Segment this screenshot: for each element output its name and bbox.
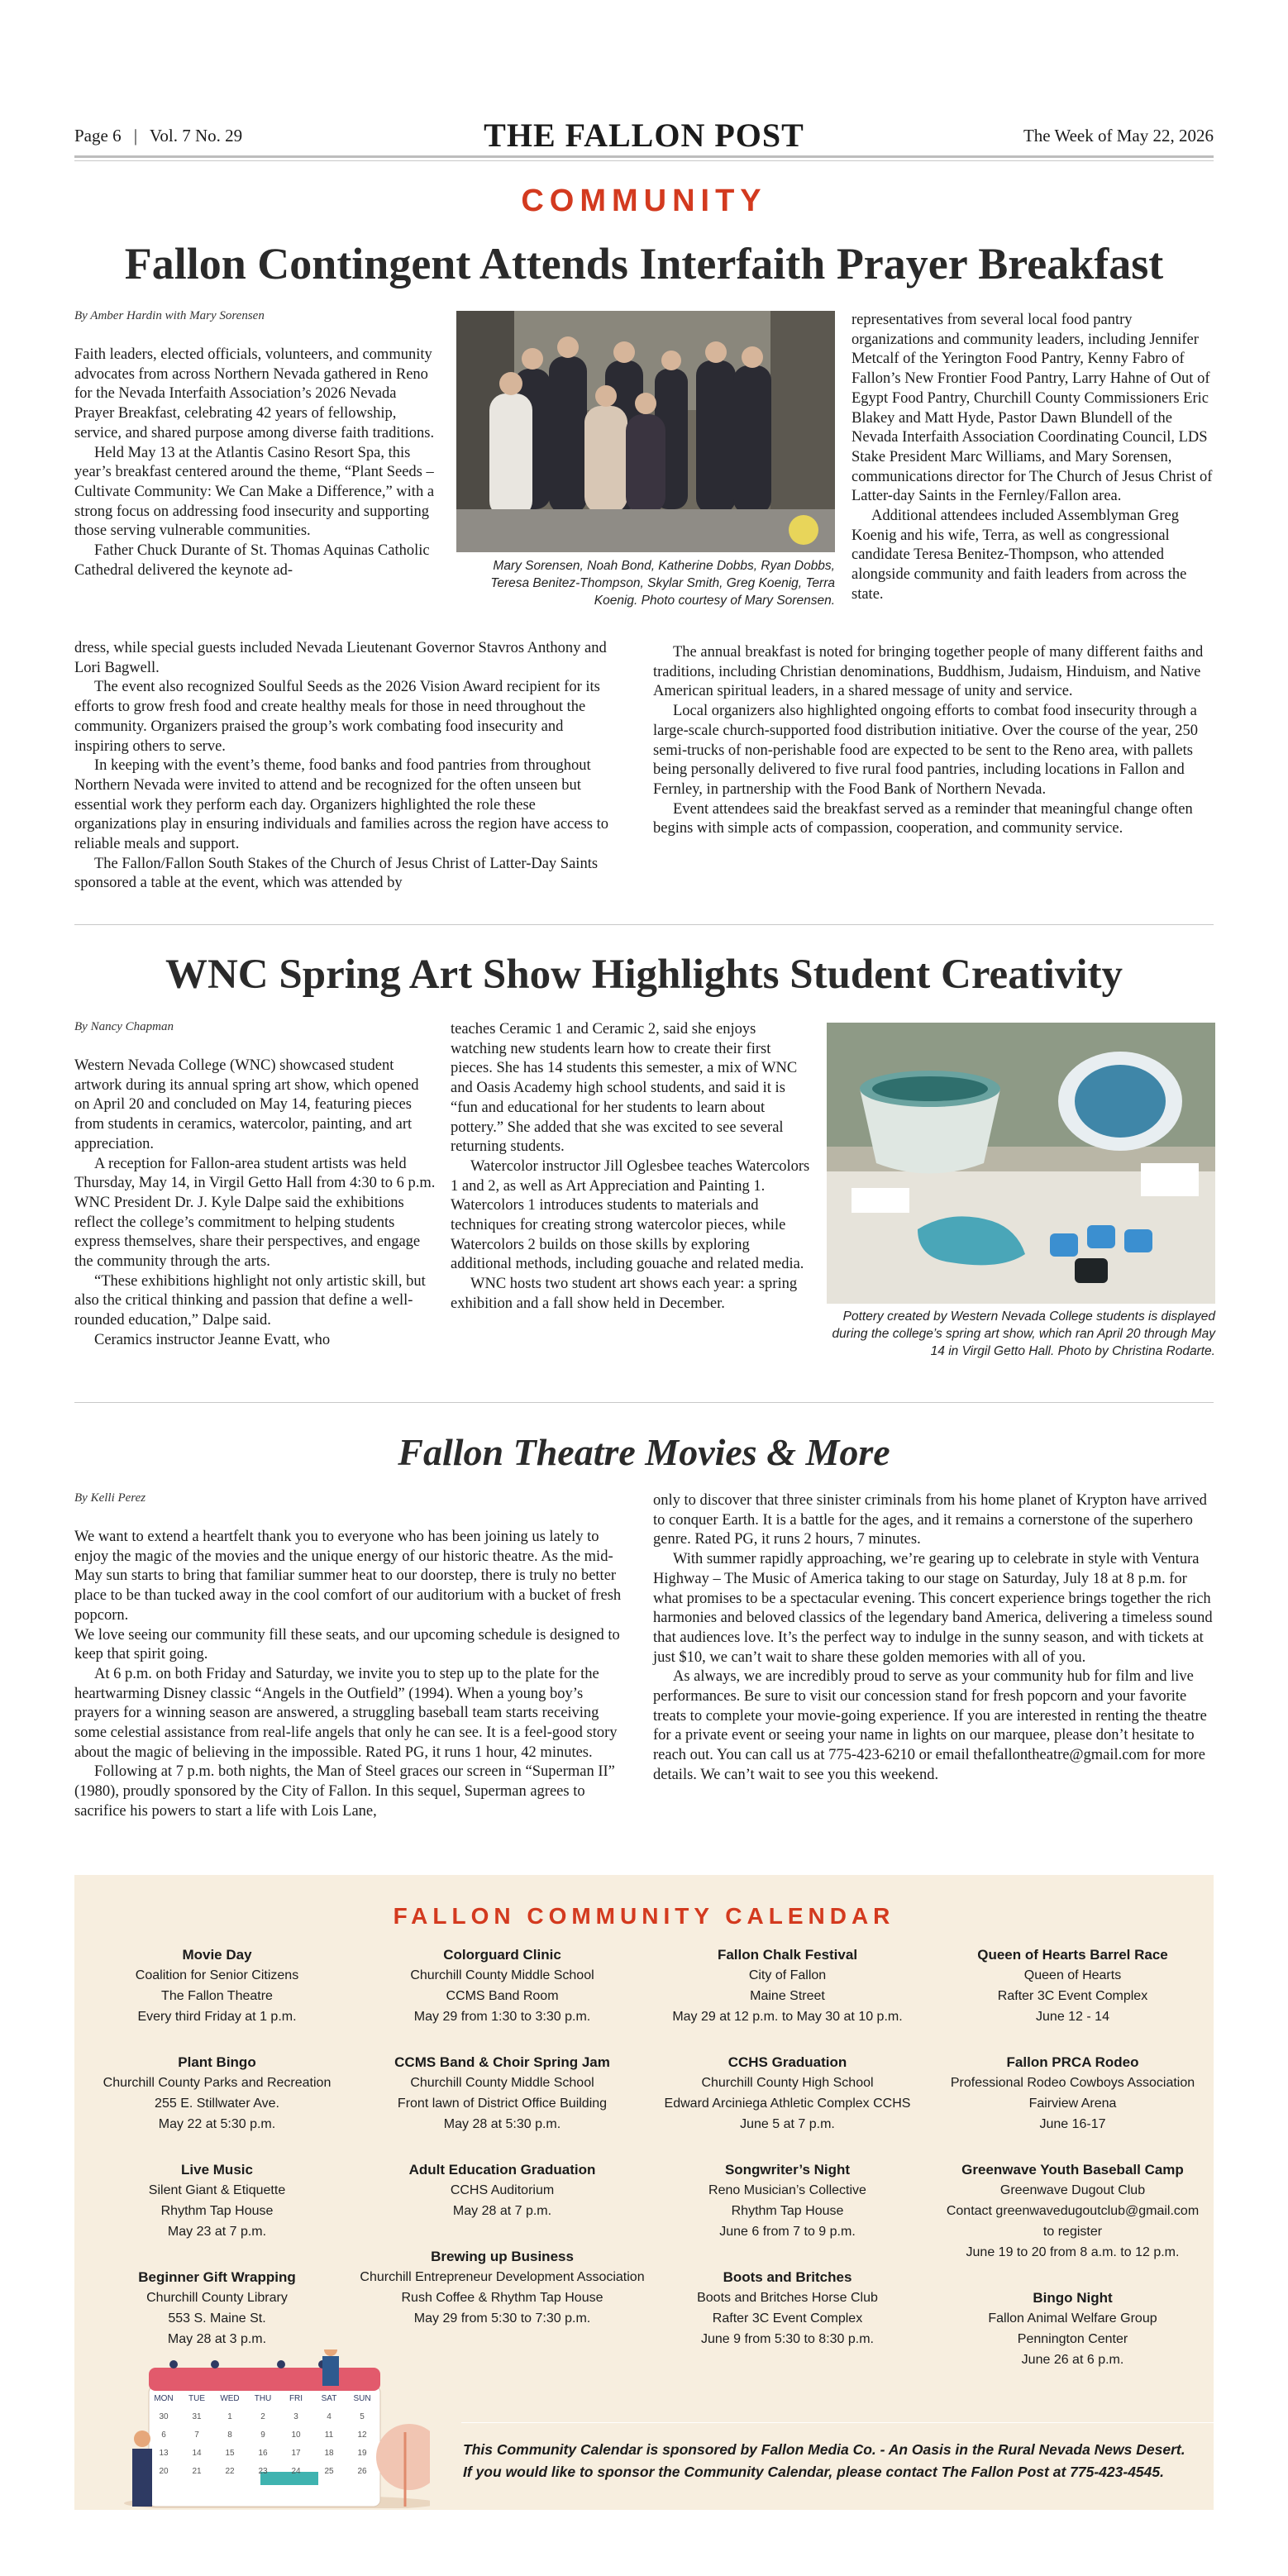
event-title: Plant Bingo <box>178 2054 256 2070</box>
event-detail: Rhythm Tap House <box>160 2204 274 2218</box>
article3-headline: Fallon Theatre Movies & More <box>398 1431 890 1473</box>
calendar-event <box>930 2052 1215 2135</box>
calendar-date-label: 7 <box>194 2431 199 2440</box>
calendar-date-label: 30 <box>159 2412 169 2421</box>
calendar-date-label: 22 <box>225 2467 235 2476</box>
event-detail: Professional Rodeo Cowboys Association <box>950 2076 1195 2090</box>
calendar-weekday-label: MON <box>154 2394 174 2403</box>
paragraph: Western Nevada College (WNC) showcased student artwork during its annual spring art show, which opened on April 20 and concluded on May 14, featuring pieces from students in ceramics, watercolor, painting, and art appreciation. <box>74 1057 419 1152</box>
calendar-date-label: 9 <box>260 2431 265 2440</box>
article1-wide-right <box>653 643 1215 839</box>
calendar-date-label: 6 <box>161 2431 166 2440</box>
article3-column-1 <box>74 1528 622 1822</box>
article1-column-1 <box>74 346 436 580</box>
event-detail: June 26 at 6 p.m. <box>1021 2353 1124 2367</box>
event-detail: May 28 at 7 p.m. <box>452 2204 552 2218</box>
event-detail: Churchill County Middle School <box>410 2076 594 2090</box>
article2-column-1 <box>74 1057 436 1351</box>
event-title: Bingo Night <box>1033 2290 1113 2306</box>
calendar-event <box>74 2267 360 2349</box>
calendar-date-label: 4 <box>327 2412 332 2421</box>
calendar-sponsor-note <box>463 2439 1207 2483</box>
header-rule <box>74 155 1214 158</box>
calendar-date-label: 2 <box>260 2412 265 2421</box>
paragraph: Local organizers also highlighted ongoing efforts to combat food insecurity through a large-scale church-supported food distribution initiative. Over the course of the year, 250 semi-trucks of non-perishable food are expected to be sent to the Reno area, with pallets being personally delivered to five rural food pantries, including locations in Fallon and Fernley, in partnership with the Food Bank of Northern Nevada. <box>653 703 1199 798</box>
event-detail: Rhythm Tap House <box>731 2204 844 2218</box>
event-detail: Pennington Center <box>1017 2332 1128 2346</box>
paragraph: The event also recognized Soulful Seeds as the 2026 Vision Award recipient for its efforts to grow fresh food and create healthy meals for those in need throughout the community. Organizers praised the group’s work combating food insecurity and inspiring others to serve. <box>74 679 600 755</box>
paragraph: Additional attendees included Assemblyman Greg Koenig and his wife, Terra, as well as congressional candidate Teresa Benitez-Thompson, who attended alongside community and faith leaders from across the state. <box>852 508 1187 603</box>
event-title: CCMS Band & Choir Spring Jam <box>394 2054 610 2070</box>
calendar-column-2 <box>360 1944 645 2354</box>
event-title: Beginner Gift Wrapping <box>138 2269 296 2285</box>
article1-byline: By Amber Hardin with Mary Sorensen <box>74 309 265 322</box>
event-detail: Contact greenwavedugoutclub@gmail.com <box>946 2204 1200 2218</box>
section-divider <box>74 924 1214 925</box>
article1-photo <box>456 311 835 552</box>
event-title: Fallon Chalk Festival <box>717 1947 858 1963</box>
event-title: Brewing up Business <box>431 2249 574 2264</box>
event-detail: June 5 at 7 p.m. <box>740 2117 835 2131</box>
paragraph: Held May 13 at the Atlantis Casino Resort Spa, this year’s breakfast centered around the theme, “Plant Seeds – Cultivate Community: We Can Make a Difference,” with a strong focus on addressing food insecurity and supporting those serving vulnerable communities. <box>74 444 435 540</box>
paragraph: “These exhibitions highlight not only artistic skill, but also the critical thinking and passion that define a well-rounded education,” Dalpe said. <box>74 1272 426 1329</box>
sponsor-line: This Community Calendar is sponsored by Fallon Media Co. - An Oasis in the Rural Nevada News Desert. <box>463 2441 1185 2458</box>
calendar-date-label: 13 <box>159 2449 169 2458</box>
paragraph: A reception for Fallon-area student artists was held Thursday, May 14, in Virgil Getto Hall from 4:30 to 6 p.m. WNC President Dr. J. Kyle Dalpe said the exhibitions reflect the college’s commitment to helping students express themselves, share their perspectives, and engage the community through the arts. <box>74 1155 436 1271</box>
event-detail: Rush Coffee & Rhythm Tap House <box>401 2291 603 2305</box>
article1-headline: Fallon Contingent Attends Interfaith Prayer Breakfast <box>124 239 1164 289</box>
event-title: Live Music <box>181 2162 253 2178</box>
event-title: Boots and Britches <box>723 2269 852 2285</box>
event-detail: Fallon Animal Welfare Group <box>988 2311 1157 2326</box>
event-detail: The Fallon Theatre <box>161 1989 273 2003</box>
paragraph: We love seeing our community fill these seats, and our upcoming schedule is designed to keep that spirit going. <box>74 1626 620 1663</box>
paragraph: Ceramics instructor Jeanne Evatt, who <box>94 1331 331 1348</box>
calendar-event <box>930 2287 1215 2370</box>
paragraph: At 6 p.m. on both Friday and Saturday, we invite you to step up to the plate for the heartwarming Disney classic “Angels in the Outfield” (1994). When a young boy’s prayers for a winning season are answered, a struggling baseball team starts receiving some celestial assistance from real-life angels that only he can see. It is a feel-good story about the magic of believing in the impossible. Rated PG, it runs 1 hour, 42 minutes. <box>74 1665 618 1761</box>
event-title: Colorguard Clinic <box>443 1947 561 1963</box>
event-detail: Front lawn of District Office Building <box>397 2097 608 2111</box>
calendar-footer-rule <box>461 2422 1214 2423</box>
calendar-weekday-label: WED <box>220 2394 240 2403</box>
event-detail: Fairview Arena <box>1028 2097 1117 2111</box>
article2-column-2 <box>451 1020 814 1314</box>
page-number: Page 6 <box>74 126 122 145</box>
event-detail: Boots and Britches Horse Club <box>697 2291 878 2305</box>
masthead: THE FALLON POST <box>484 117 804 154</box>
article3-byline: By Kelli Perez <box>74 1491 146 1505</box>
event-detail: May 29 from 1:30 to 3:30 p.m. <box>413 2010 591 2024</box>
separator: | <box>133 126 138 145</box>
event-detail: 553 S. Maine St. <box>168 2311 266 2326</box>
calendar-event <box>360 1944 645 2027</box>
calendar-event <box>360 2246 645 2329</box>
event-detail: May 29 at 12 p.m. to May 30 at 10 p.m. <box>672 2010 903 2024</box>
calendar-event <box>645 2052 930 2135</box>
calendar-date-label: 5 <box>360 2412 365 2421</box>
calendar-date-label: 20 <box>159 2467 169 2476</box>
calendar-weekday-label: FRI <box>289 2394 303 2403</box>
paragraph: teaches Ceramic 1 and Ceramic 2, said she enjoys watching new students learn how to create their first pieces. She has 14 students this semester, a mix of WNC and Oasis Academy high school students, and said it is “fun and educational for her students to learn about pottery.” She added that she was excited to see several returning students. <box>451 1021 798 1156</box>
calendar-date-label: 8 <box>227 2431 232 2440</box>
paragraph: Event attendees said the breakfast served as a reminder that meaningful change often begins with simple acts of compassion, cooperation, and community service. <box>653 800 1193 837</box>
issue-date: The Week of May 22, 2026 <box>1023 126 1214 145</box>
calendar-date-label: 3 <box>293 2412 298 2421</box>
event-detail: Churchill County Parks and Recreation <box>103 2076 332 2090</box>
calendar-event <box>74 2159 360 2242</box>
event-detail: May 28 at 3 p.m. <box>167 2332 267 2346</box>
event-detail: to register <box>1042 2225 1103 2239</box>
calendar-event <box>74 1944 360 2027</box>
calendar-event <box>930 1944 1215 2027</box>
article2-photo <box>827 1023 1215 1304</box>
calendar-title: FALLON COMMUNITY CALENDAR <box>393 1903 895 1929</box>
paragraph: dress, while special guests included Nevada Lieutenant Governor Stavros Anthony and Lori Bagwell. <box>74 640 607 676</box>
calendar-event <box>645 2267 930 2349</box>
event-detail: May 29 from 5:30 to 7:30 p.m. <box>413 2311 591 2326</box>
section-label: COMMUNITY <box>521 184 767 218</box>
event-detail: May 22 at 5:30 p.m. <box>158 2117 276 2131</box>
paragraph: We want to extend a heartfelt thank you to everyone who has been joining us lately to enjoy the magic of the movies and the unique energy of our historic theatre. As the mid-May sun starts to bring that familiar summer heat to our doorstep, there is truly no better place to be than tucked away in the cool comfort of our auditorium with a bucket of fresh popcorn. <box>74 1529 622 1624</box>
article1-wide-left <box>74 639 617 894</box>
calendar-event <box>930 2159 1215 2263</box>
paragraph: WNC hosts two student art shows each year: a spring exhibition and a fall show held in December. <box>451 1276 798 1312</box>
article1-photo-caption: Mary Sorensen, Noah Bond, Katherine Dobbs, Ryan Dobbs, Teresa Benitez-Thompson, Skylar Smith, Greg Koenig, Terra Koenig. Photo courtesy of Mary Sorensen. <box>490 559 835 608</box>
calendar-date-label: 14 <box>192 2449 202 2458</box>
event-title: Queen of Hearts Barrel Race <box>977 1947 1168 1963</box>
calendar-date-label: 17 <box>291 2449 301 2458</box>
event-detail: Maine Street <box>750 1989 825 2003</box>
calendar-event <box>645 1944 930 2027</box>
calendar-date-label: 21 <box>192 2467 202 2476</box>
calendar-graphic <box>116 2349 430 2508</box>
event-detail: May 28 at 5:30 p.m. <box>443 2117 561 2131</box>
paragraph: representatives from several local food pantry organizations and community leaders, including Jennifer Metcalf of the Yerington Food Pantry, Kenny Fabro of Fallon’s New Frontier Food Pantry, Larry Hahne of Out of Egypt Food Pantry, Churchill County Commissioners Eric Blakey and Matt Hyde, Pastor Dawn Blundell of the Nevada Interfaith Association Coordinating Council, LDS Stake President Marc Williams, and Mary Sorensen, communications director for The Church of Jesus Christ of Latter-day Saints in the Fernley/Fallon area. <box>852 312 1213 505</box>
event-detail: Churchill Entrepreneur Development Association <box>360 2270 645 2284</box>
paragraph: only to discover that three sinister criminals from his home planet of Krypton have arrived to conquer Earth. It is a battle for the ages, and it remains a cornerstone of the superhero genre. Rated PG, it runs 2 hours, 7 minutes. <box>653 1492 1207 1548</box>
event-detail: 255 E. Stillwater Ave. <box>155 2097 279 2111</box>
event-detail: Queen of Hearts <box>1023 1968 1122 1982</box>
volume-number: Vol. 7 No. 29 <box>149 126 243 145</box>
event-detail: June 6 from 7 to 9 p.m. <box>719 2225 856 2239</box>
event-title: Songwriter’s Night <box>724 2162 851 2178</box>
event-detail: Churchill County Middle School <box>410 1968 594 1982</box>
calendar-date-label: 31 <box>192 2412 202 2421</box>
paragraph: As always, we are incredibly proud to serve as your community hub for film and live performances. Be sure to visit our concession stand for fresh popcorn and your favorite treats to complete your movie-going experience. If you are interested in renting the theatre for a private event or seeing your name in lights on our marquee, please don’t hesitate to reach out. You can call us at 775-423-6210 or email thefallontheatre@gmail.com for more details. We can’t wait to see you this weekend. <box>653 1668 1207 1783</box>
calendar-date-label: 10 <box>291 2431 301 2440</box>
calendar-event <box>74 2052 360 2135</box>
article1-column-3 <box>852 311 1215 605</box>
event-title: Fallon PRCA Rodeo <box>1006 2054 1139 2070</box>
group-photo-illustration <box>456 311 835 552</box>
pottery-photo-illustration <box>827 1023 1215 1304</box>
calendar-date-label: 24 <box>291 2467 301 2476</box>
event-title: Movie Day <box>182 1947 252 1963</box>
event-detail: Rafter 3C Event Complex <box>997 1989 1148 2003</box>
calendar-date-label: 19 <box>357 2449 367 2458</box>
event-detail: Coalition for Senior Citizens <box>135 1968 299 1982</box>
event-title: Adult Education Graduation <box>408 2162 596 2178</box>
calendar-column-3 <box>645 1944 930 2374</box>
calendar-date-label: 18 <box>324 2449 334 2458</box>
paragraph: Watercolor instructor Jill Oglesbee teaches Watercolors 1 and 2, as well as Art Appreciation and Painting 1. Watercolors 1 introduces students to materials and techniques for creating strong watercolor pieces, while Watercolors 2 builds on those skills by exploring additional methods, including gouache and related media. <box>451 1157 810 1273</box>
calendar-event <box>360 2052 645 2135</box>
calendar-date-label: 11 <box>324 2431 334 2440</box>
calendar-date-label: 12 <box>357 2431 367 2440</box>
event-detail: Edward Arciniega Athletic Complex CCHS <box>664 2097 911 2111</box>
calendar-column-4 <box>930 1944 1215 2395</box>
sponsor-contact-line: If you would like to sponsor the Community Calendar, please contact The Fallon Post at 775-423-4545. <box>463 2464 1164 2480</box>
event-detail: Rafter 3C Event Complex <box>712 2311 863 2326</box>
event-detail: Churchill County Library <box>146 2291 288 2305</box>
event-detail: Every third Friday at 1 p.m. <box>137 2010 297 2024</box>
event-detail: June 16-17 <box>1039 2117 1106 2131</box>
article3-column-2 <box>653 1491 1215 1786</box>
calendar-illustration <box>116 2349 430 2508</box>
event-detail: City of Fallon <box>748 1968 827 1982</box>
event-detail: May 23 at 7 p.m. <box>167 2225 267 2239</box>
event-detail: Reno Musician’s Collective <box>708 2183 866 2197</box>
event-title: Greenwave Youth Baseball Camp <box>961 2162 1184 2178</box>
calendar-weekday-label: SAT <box>321 2394 337 2403</box>
event-detail: June 12 - 14 <box>1036 2010 1109 2024</box>
paragraph: The annual breakfast is noted for bringing together people of many different faiths and traditions, including Christian denominations, Buddhism, Judaism, Hinduism, and Native American spiritual leaders, in a shared message of unity and service. <box>653 644 1204 700</box>
calendar-weekday-label: SUN <box>353 2394 371 2403</box>
calendar-event <box>645 2159 930 2242</box>
calendar-event <box>360 2159 645 2221</box>
article2-headline: WNC Spring Art Show Highlights Student Creativity <box>165 952 1123 998</box>
calendar-weekday-label: THU <box>254 2394 272 2403</box>
event-detail: CCMS Band Room <box>446 1989 559 2003</box>
paragraph: Father Chuck Durante of St. Thomas Aquinas Catholic Cathedral delivered the keynote ad- <box>74 542 430 579</box>
calendar-date-label: 25 <box>324 2467 334 2476</box>
event-detail: Churchill County High School <box>701 2076 874 2090</box>
article2-byline: By Nancy Chapman <box>74 1020 174 1033</box>
event-detail: Silent Giant & Etiquette <box>148 2183 286 2197</box>
event-detail: June 9 from 5:30 to 8:30 p.m. <box>700 2332 874 2346</box>
section-divider <box>74 1402 1214 1403</box>
event-title: CCHS Graduation <box>727 2054 847 2070</box>
event-detail: June 19 to 20 from 8 a.m. to 12 p.m. <box>966 2245 1180 2259</box>
header-rule-thin <box>74 160 1214 161</box>
calendar-column-1 <box>74 1944 360 2374</box>
article2-photo-caption: Pottery created by Western Nevada College students is displayed during the college’s spring art show, which ran April 20 through May 14 in Virgil Getto Hall. Photo by Christina Rodarte. <box>832 1309 1215 1358</box>
event-detail: CCHS Auditorium <box>450 2183 555 2197</box>
paragraph: Following at 7 p.m. both nights, the Man of Steel graces our screen in “Superman II” (1980), proudly sponsored by the City of Fallon. In this sequel, Superman agrees to sacrifice his powers to start a life with Lois Lane, <box>74 1763 615 1820</box>
calendar-weekday-label: TUE <box>188 2394 205 2403</box>
calendar-date-label: 23 <box>258 2467 268 2476</box>
paragraph: Faith leaders, elected officials, volunteers, and community advocates from across Northern Nevada gathered in Reno for the Nevada Interfaith Association’s 2026 Nevada Prayer Breakfast, celebrating 42 years of fellowship, service, and shared purpose among diverse faith traditions. <box>74 346 435 441</box>
paragraph: The Fallon/Fallon South Stakes of the Church of Jesus Christ of Latter-Day Saints sponsored a table at the event, which was attended by <box>74 855 599 892</box>
event-detail: Greenwave Dugout Club <box>999 2183 1146 2197</box>
paragraph: With summer rapidly approaching, we’re gearing up to celebrate in style with Ventura Highway – The Music of America taking to our stage on Saturday, July 18 at 8 p.m. for what promises to be a spectacular evening. This concert experience brings together the rich harmonies and beloved classics of the legendary band America, delivering a timeless sound that audiences love. It’s the perfect way to indulge in the sunny season, and with tickets at just $10, we can’t wait to share these golden memories with all of you. <box>653 1551 1213 1666</box>
paragraph: In keeping with the event’s theme, food banks and food pantries from throughout Northern Nevada were invited to attend and be recognized for the often unseen but essential work they perform each day. Organizers highlighted the role these organizations play in ensuring individuals and families across the region have access to reliable meals and support. <box>74 757 608 853</box>
calendar-date-label: 26 <box>357 2467 367 2476</box>
calendar-date-label: 15 <box>225 2449 235 2458</box>
calendar-date-label: 16 <box>258 2449 268 2458</box>
calendar-date-label: 1 <box>227 2412 232 2421</box>
